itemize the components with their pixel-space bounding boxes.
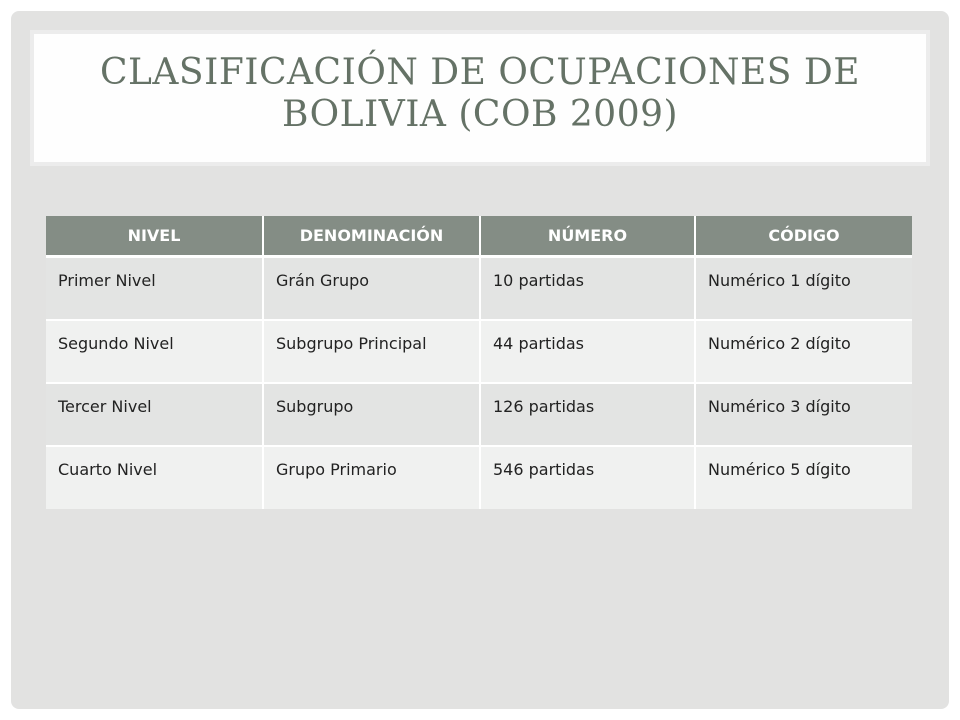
table-row: [46, 383, 912, 446]
page-title: [34, 34, 926, 136]
cell-codigo: Numérico 2 dígito: [695, 320, 912, 383]
cell-nivel: Tercer Nivel: [46, 383, 263, 446]
cell-codigo: Numérico 5 dígito: [695, 446, 912, 509]
cell-denominacion: Grupo Primario: [263, 446, 480, 509]
cell-nivel: Segundo Nivel: [46, 320, 263, 383]
table-header-row: [46, 216, 912, 257]
cell-numero: 126 partidas: [480, 383, 695, 446]
cell-codigo: Numérico 3 dígito: [695, 383, 912, 446]
header-denominacion: DENOMINACIÓN: [263, 216, 480, 257]
cell-numero: 546 partidas: [480, 446, 695, 509]
cell-nivel: Cuarto Nivel: [46, 446, 263, 509]
cell-codigo: Numérico 1 dígito: [695, 257, 912, 320]
cell-nivel: Primer Nivel: [46, 257, 263, 320]
header-codigo: CÓDIGO: [695, 216, 912, 257]
cell-numero: 10 partidas: [480, 257, 695, 320]
title-line-1: CLASIFICACIÓN DE OCUPACIONES DE: [99, 52, 860, 93]
classification-table: [46, 216, 912, 509]
table-row: [46, 257, 912, 320]
cell-denominacion: Grán Grupo: [263, 257, 480, 320]
header-nivel: NIVEL: [46, 216, 263, 257]
cell-numero: 44 partidas: [480, 320, 695, 383]
header-numero: NÚMERO: [480, 216, 695, 257]
title-box: [30, 30, 930, 166]
table-row: [46, 320, 912, 383]
cell-denominacion: Subgrupo: [263, 383, 480, 446]
cell-denominacion: Subgrupo Principal: [263, 320, 480, 383]
table-row: [46, 446, 912, 509]
title-line-2: BOLIVIA (COB 2009): [281, 94, 679, 135]
slide: [11, 11, 949, 709]
